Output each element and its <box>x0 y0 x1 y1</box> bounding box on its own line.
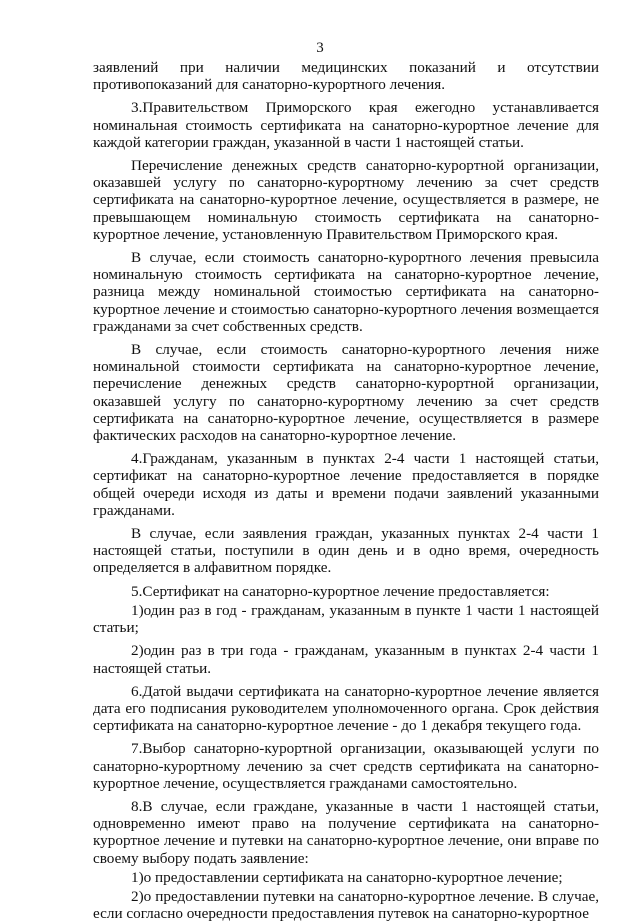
paragraph-cost-lower: В случае, если стоимость санаторно-курортного лечения ниже номинальной стоимости сертификата на санаторно-курортное лечение, перечисление денежных средств санаторно-курортной организации, оказавшей услугу по санаторно-курортному лечению за счет средств сертификата на санаторно-курортное лечение, осуществляется в размере фактических расходов на санаторно-курортное лечение. <box>93 341 599 445</box>
paragraph-clause-5: 5.Сертификат на санаторно-курортное лечение предоставляется: <box>131 582 550 600</box>
paragraph-clause-8: 8.В случае, если граждане, указанные в части 1 настоящей статьи, одновременно имеют право на получение сертификата на санаторно-курортное лечение и путевки на санаторно-курортное лечение, они вправе по своему выбору подать заявление: <box>93 797 599 867</box>
page-number: 3 <box>316 40 324 56</box>
list-item-clause-5-1: 1)один раз в год - гражданам, указанным в пункте 1 части 1 настоящей статьи; <box>93 601 599 637</box>
paragraph-continuation: заявлений при наличии медицинских показаний и отсутствии противопоказаний для санаторно-курортного лечения. <box>93 59 599 94</box>
paragraph-clause-7: 7.Выбор санаторно-курортной организации, оказывающей услуги по санаторно-курортному лечению за счет средств сертификата на санаторно-курортное лечение, осуществляется гражданами самостоятельно. <box>93 740 599 792</box>
list-item-clause-8-2: 2)о предоставлении путевки на санаторно-курортное лечение. В случае, если согласно очередности предоставления путевок на санаторно-курортное <box>93 887 599 923</box>
list-item-clause-8-1: 1)о предоставлении сертификата на санаторно-курортное лечение; <box>131 868 563 886</box>
paragraph-transfer-funds: Перечисление денежных средств санаторно-курортной организации, оказавшей услугу по санаторно-курортному лечению за счет средств сертификата на санаторно-курортное лечение, осуществляется в размере, не превышающем номинальную стоимость сертификата на санаторно-курортное лечение, установленную Правительством Приморского края. <box>93 157 599 243</box>
paragraph-clause-6: 6.Датой выдачи сертификата на санаторно-курортное лечение является дата его подписания руководителем уполномоченного органа. Срок действия сертификата на санаторно-курортное лечение - до 1 декабря текущего года. <box>93 682 599 735</box>
paragraph-same-day: В случае, если заявления граждан, указанных пунктах 2-4 части 1 настоящей статьи, поступили в один день и в одно время, очередность определяется в алфавитном порядке. <box>93 525 599 577</box>
list-item-clause-5-2: 2)один раз в три года - гражданам, указанным в пунктах 2-4 части 1 настоящей статьи. <box>93 642 599 677</box>
paragraph-clause-4: 4.Гражданам, указанным в пунктах 2-4 части 1 настоящей статьи, сертификат на санаторно-курортное лечение предоставляется в порядке общей очереди исходя из даты и времени подачи заявлений указанными гражданами. <box>93 450 599 519</box>
document-body <box>93 59 599 924</box>
paragraph-cost-exceeds: В случае, если стоимость санаторно-курортного лечения превысила номинальную стоимость сертификата на санаторно-курортное лечение, разница между номинальной стоимостью сертификата на санаторно-курортное лечение и стоимостью санаторно-курортного лечения возмещается гражданами за счет собственных средств. <box>93 249 599 335</box>
paragraph-clause-3: 3.Правительством Приморского края ежегодно устанавливается номинальная стоимость сертификата на санаторно-курортное лечение для каждой категории граждан, указанной в части 1 настоящей статьи. <box>93 99 599 151</box>
